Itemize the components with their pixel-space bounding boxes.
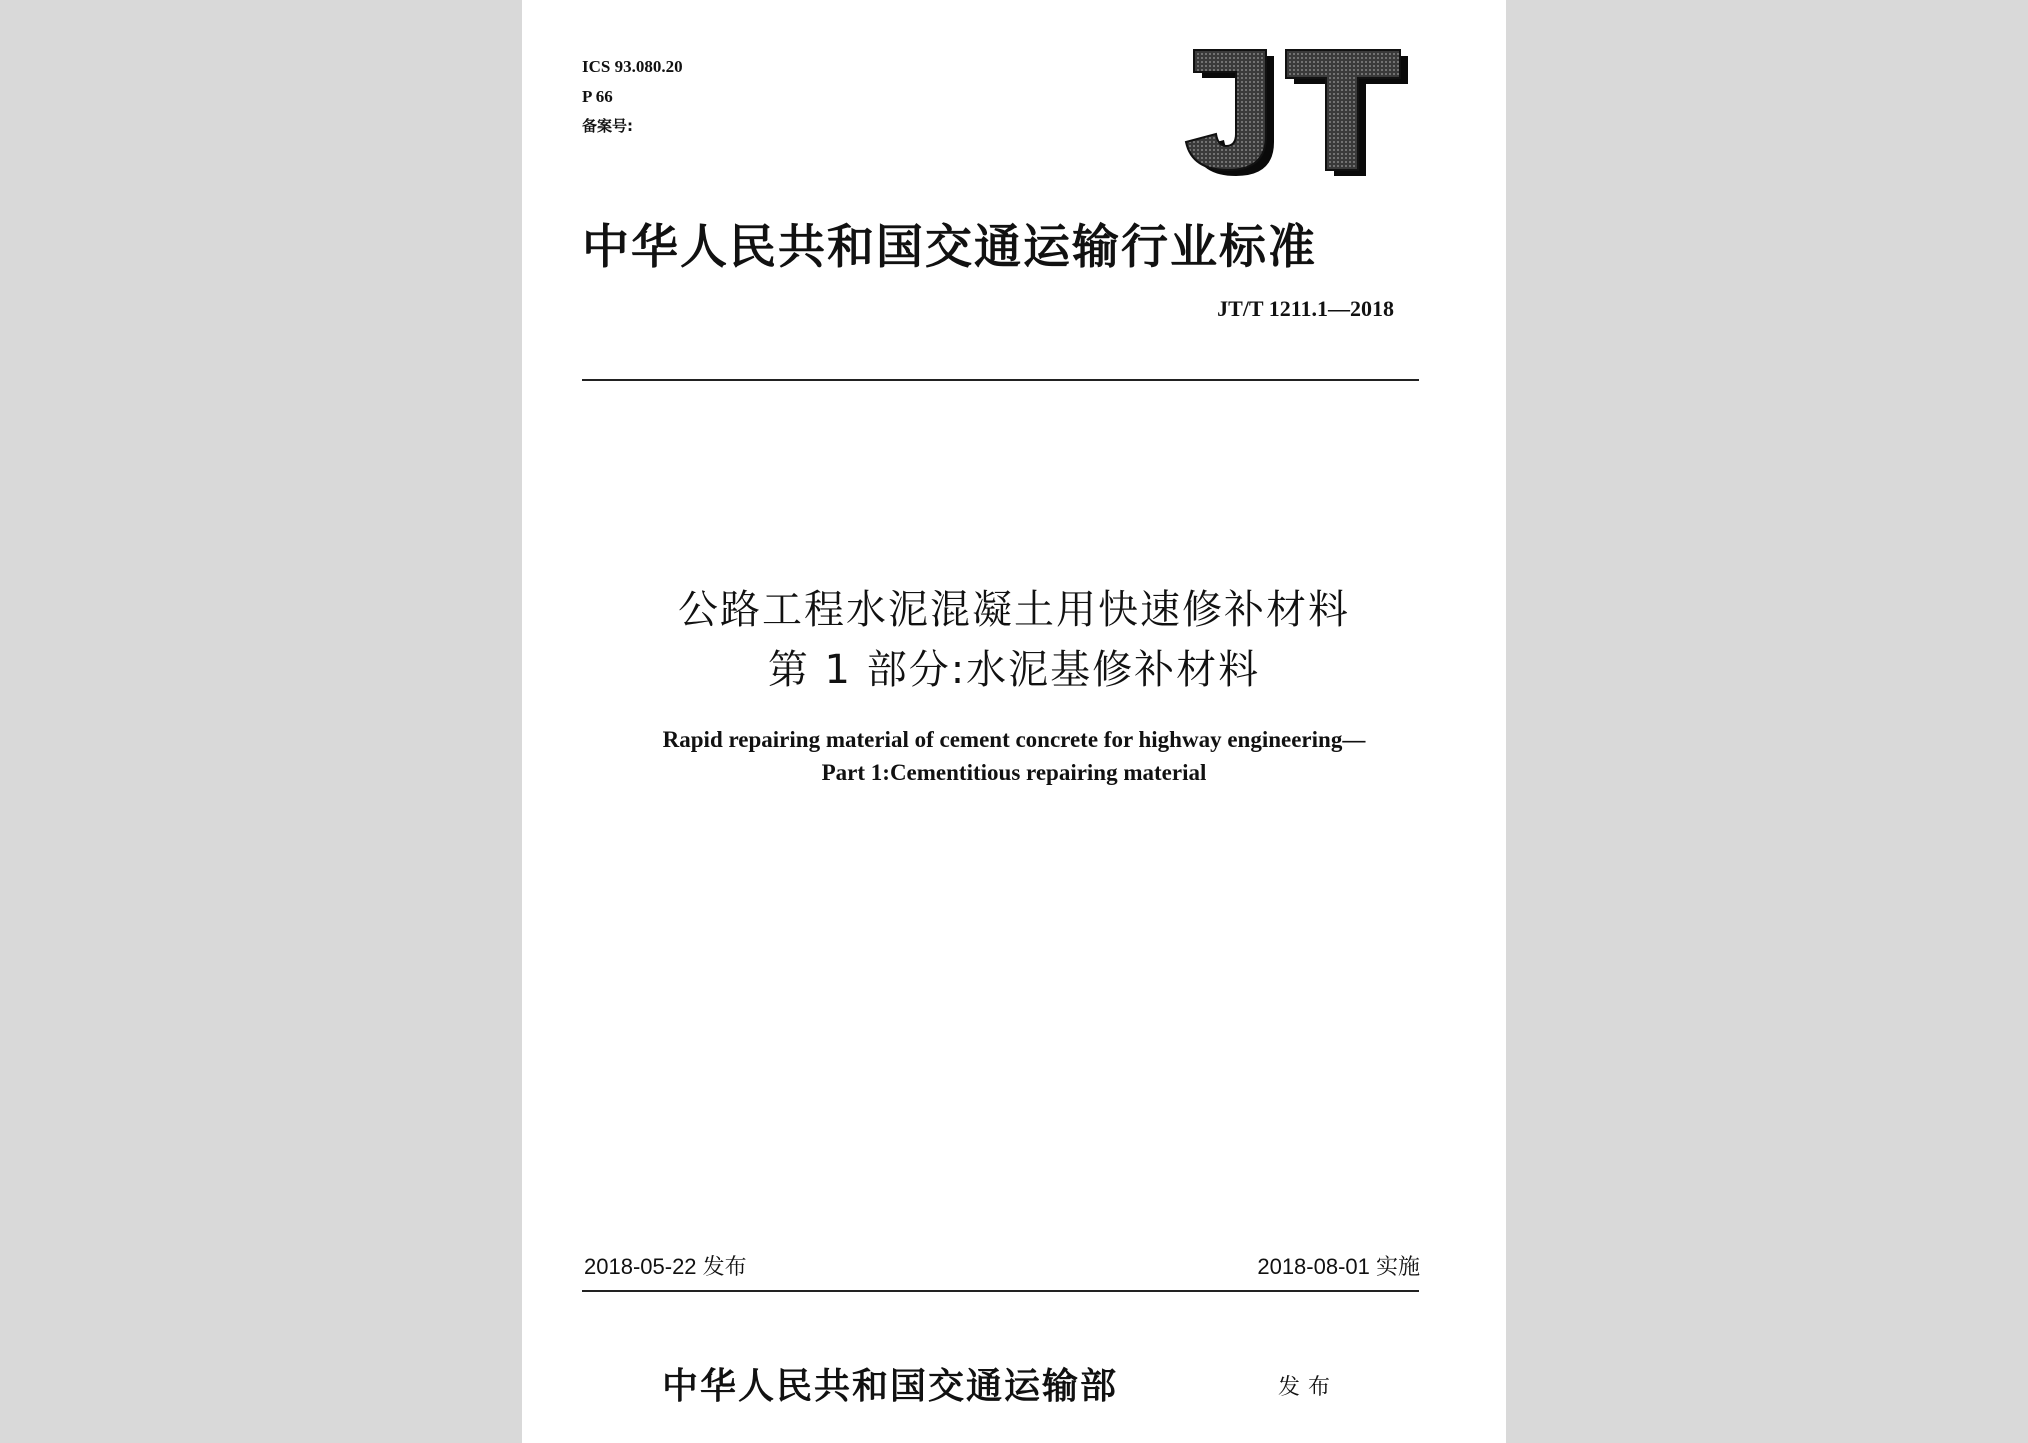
en-title-line2: Part 1:Cementitious repairing material xyxy=(821,760,1207,785)
filing-number-label: 备案号: xyxy=(582,117,633,135)
issuer-verb: 发布 xyxy=(1278,1375,1339,1400)
jt-logo-text: JT xyxy=(1164,44,1165,45)
issuer-name: 中华人民共和国交通运输部 xyxy=(662,1365,1119,1407)
cn-title-line1: 公路工程水泥混凝土用快速修补材料 xyxy=(678,587,1350,633)
en-title-line1: Rapid repairing material of cement concrete for highway engineering— xyxy=(662,727,1366,752)
document-page xyxy=(522,0,1506,1443)
standard-code: JT/T 1211.1—2018 xyxy=(1217,296,1394,321)
top-divider xyxy=(582,379,1419,381)
bottom-divider xyxy=(582,1290,1419,1292)
jt-logo xyxy=(1164,44,1414,184)
cn-title-line2: 第 1 部分:水泥基修补材料 xyxy=(767,647,1261,693)
classification-code: P 66 xyxy=(582,87,613,106)
ics-code: ICS 93.080.20 xyxy=(582,57,683,76)
standard-category: 中华人民共和国交通运输行业标准 xyxy=(582,220,1317,275)
issue-date: 2018-05-22 发布 xyxy=(584,1254,747,1279)
implementation-date: 2018-08-01 实施 xyxy=(1257,1254,1420,1279)
